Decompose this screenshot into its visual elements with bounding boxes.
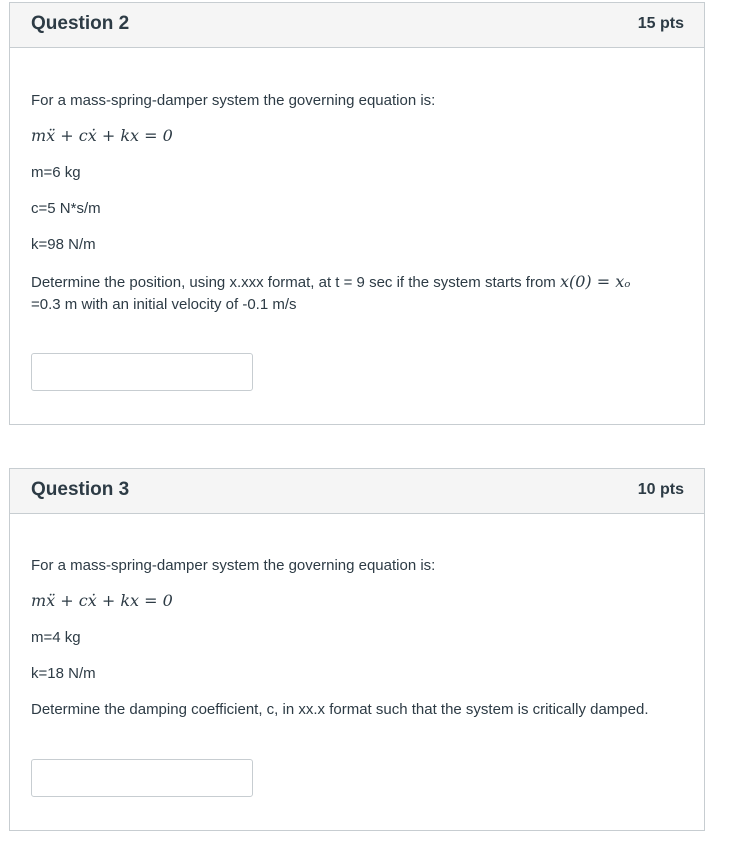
question-3-equation: mẍ + cẋ + kx = 0 (31, 591, 173, 610)
question-2-card (9, 2, 705, 425)
question-2-header (10, 3, 704, 48)
question-2-title: Question 2 (31, 13, 130, 34)
question-2-prompt-line2: =0.3 m with an initial velocity of -0.1 m/s (31, 296, 297, 313)
question-2-intro: For a mass-spring-damper system the governing equation is: (31, 92, 436, 109)
question-3-intro: For a mass-spring-damper system the governing equation is: (31, 557, 436, 574)
question-2-prompt-text: Determine the position, using x.xxx format, at t = 9 sec if the system starts from (31, 274, 556, 291)
question-3-param-mass: m=4 kg (31, 629, 81, 646)
question-3-title: Question 3 (31, 479, 130, 500)
question-3-card (9, 468, 705, 831)
question-3-answer-input[interactable] (31, 759, 253, 797)
question-2-points: 15 pts (637, 15, 684, 32)
question-2-answer-input[interactable] (31, 353, 253, 391)
question-3-prompt: Determine the damping coefficient, c, in xx.x format such that the system is critically damped. (31, 701, 649, 718)
question-2-param-stiffness: k=98 N/m (31, 236, 96, 253)
question-2-param-damping: c=5 N*s/m (31, 200, 101, 217)
question-3-param-stiffness: k=18 N/m (31, 665, 96, 682)
question-2-initial-condition: x(0) = xₒ (559, 272, 631, 291)
question-2-equation: mẍ + cẋ + kx = 0 (31, 126, 173, 145)
question-2-prompt-line1 (31, 272, 630, 291)
question-2-param-mass: m=6 kg (31, 164, 81, 181)
question-3-points: 10 pts (637, 481, 684, 498)
question-3-header (10, 469, 704, 514)
